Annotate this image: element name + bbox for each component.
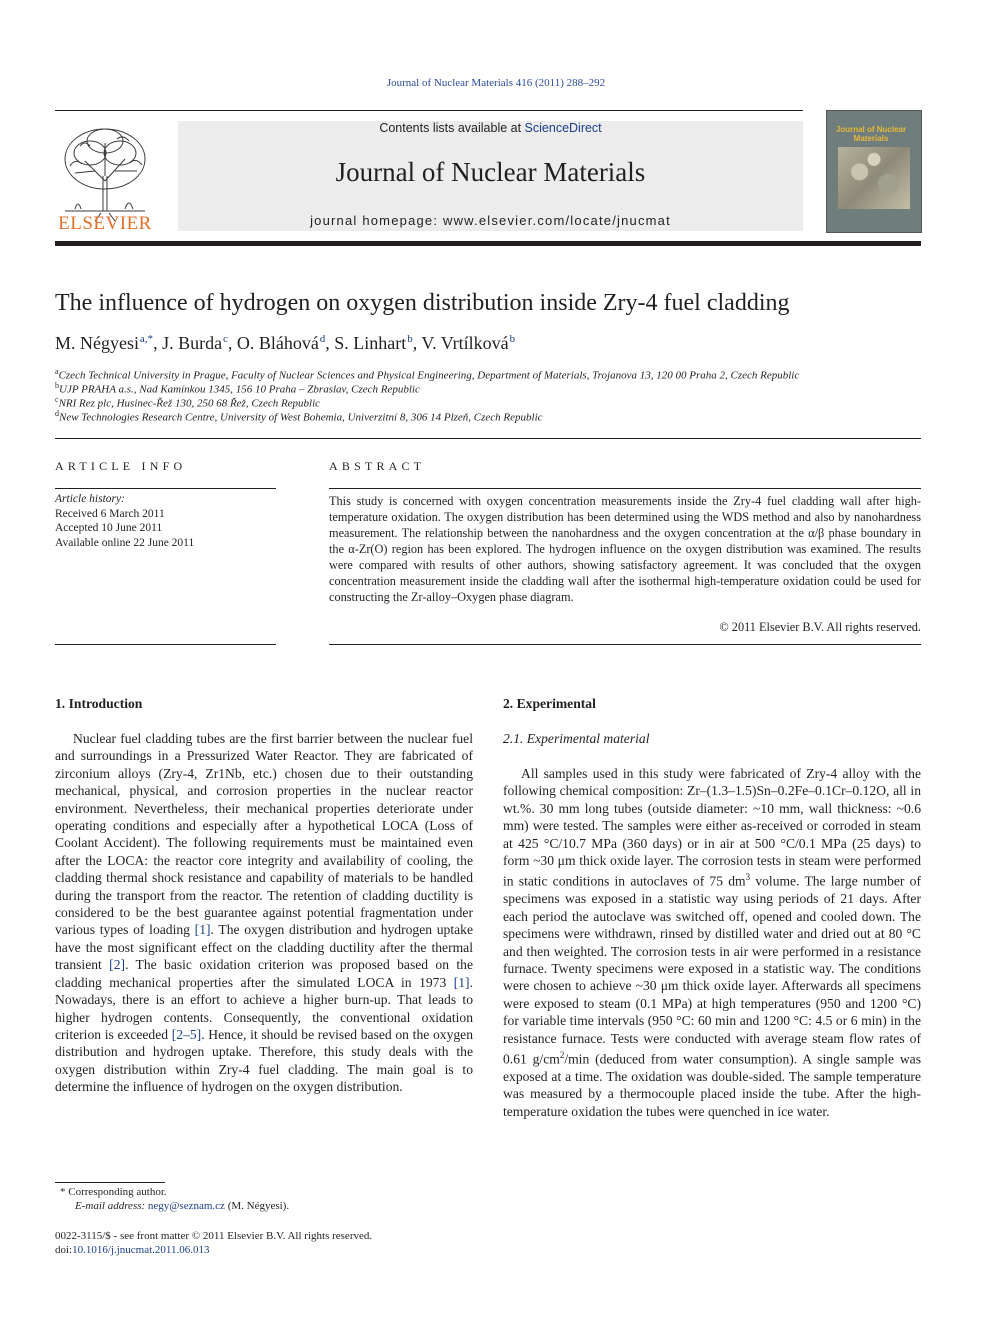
sciencedirect-link[interactable]: ScienceDirect xyxy=(524,121,602,135)
citation-link[interactable]: [2] xyxy=(109,957,126,973)
affiliation-marker: d xyxy=(55,409,59,418)
affiliation-text: New Technologies Research Centre, University of West Bohemia, Univerzitní 8, 306 14 Plzeň, Czech Republic xyxy=(59,411,543,424)
email-note xyxy=(75,1200,289,1212)
affiliation xyxy=(55,381,935,396)
subsection-heading: 2.1. Experimental material xyxy=(503,731,650,746)
affiliation-marker: a xyxy=(55,367,59,376)
abstract-label: ABSTRACT xyxy=(329,459,426,473)
author-affil-link[interactable]: d xyxy=(319,333,326,345)
text-run: . Hence, it should be revised based on the oxygen distribution and hydrogen uptake. Therefore, this study deals with the oxygen distribution within Zry-4 fuel cladding. The main goal is to determine the influence of hydrogen on the oxygen distribution. xyxy=(55,1026,473,1095)
journal-title: Journal of Nuclear Materials xyxy=(335,157,646,187)
header-thick-rule xyxy=(55,241,921,246)
text-run: . The basic oxidation criterion was proposed based on the cladding mechanical properties after the simulated LOCA in 1973 xyxy=(55,957,473,990)
text-run: All samples used in this study were fabricated of Zry-4 alloy with the following chemical composition: Zr–(1.3–1.5)Sn–0.2Fe–0.1Cr–0.12O, all in wt.%. 30 mm long tubes (outside diameter: ~10 mm, wall thickness: ~0.6 mm) were tested. The samples were either as-received or corroded in steam at 425 °C/10.7 MPa (360 days) or in air at 500 °C/0.1 MPa (25 days) to form ~30 μm thick oxide layer. The corrosion tests in steam were performed in static conditions in autoclaves of 75 dm xyxy=(503,766,921,889)
author-name: O. Bláhová xyxy=(236,333,319,353)
paper-title: The influence of hydrogen on oxygen distribution inside Zry-4 fuel cladding xyxy=(55,290,790,316)
author-affil-link[interactable]: c xyxy=(222,333,228,345)
affiliation-text: NRI Rez plc, Husinec-Řež 130, 250 68 Řež, Czech Republic xyxy=(58,397,321,410)
affiliation-text: UJP PRAHA a.s., Nad Kamínkou 1345, 156 10 Praha – Zbraslav, Czech Republic xyxy=(59,383,420,396)
author-name: S. Linhart xyxy=(334,333,407,353)
article-info-rule xyxy=(55,644,276,645)
affiliation xyxy=(55,367,935,382)
corresponding-author-note: * Corresponding author. xyxy=(60,1186,167,1198)
contents-availability xyxy=(178,121,803,135)
text-run: . The oxygen distribution and hydrogen uptake have the most significant effect on the cladding ductility after the thermal transient xyxy=(55,922,473,973)
online-date: Available online 22 June 2011 xyxy=(55,536,195,549)
abstract-text: This study is concerned with oxygen concentration measurements inside the Zry-4 fuel cladding wall after high-temperature oxidation. The oxygen distribution has been determined using the WDS method and also by nanohardness measurement. The relationship between the nanohardness and the oxygen concentration at the α/β phase boundary in the α-Zr(O) region has been explored. The hydrogen influence on the oxygen distribution was examined. The results were compared with results of other authors, showing satisfactory agreement. It was concluded that the oxygen concentration measurement inside the cladding wall after the isothermal high-temperature oxidation could be used for constructing the Zr-alloy–Oxygen phase diagram. xyxy=(329,494,921,604)
introduction-paragraph xyxy=(55,730,473,1096)
cover-image xyxy=(838,147,910,209)
superscript: 3 xyxy=(745,872,751,883)
doi-line xyxy=(55,1244,210,1256)
section-heading-introduction: 1. Introduction xyxy=(55,696,143,711)
doi-label: doi: xyxy=(55,1244,73,1256)
affiliation-marker: b xyxy=(55,381,59,390)
author-affil-link[interactable]: a,* xyxy=(139,333,154,345)
superscript: 2 xyxy=(559,1050,565,1061)
citation-link[interactable]: [1] xyxy=(453,974,470,990)
email-link[interactable]: negy@seznam.cz xyxy=(147,1200,225,1212)
journal-homepage[interactable]: journal homepage: www.elsevier.com/locate/jnucmat xyxy=(310,213,671,228)
history-label: Article history: xyxy=(55,493,125,505)
contents-prefix: Contents lists available at xyxy=(379,121,525,135)
accepted-date: Accepted 10 June 2011 xyxy=(55,522,163,534)
email-owner: (M. Négyesi). xyxy=(224,1200,290,1212)
author-name: M. Négyesi xyxy=(55,333,139,353)
doi-link[interactable]: 10.1016/j.jnucmat.2011.06.013 xyxy=(72,1244,210,1256)
journal-citation[interactable]: Journal of Nuclear Materials 416 (2011) 288–292 xyxy=(386,77,606,89)
text-run: Nuclear fuel cladding tubes are the first barrier between the nuclear fuel and surroundings in a Pressurized Water Reactor. They are fabricated of zirconium alloys (Zry-4, Zr1Nb, etc.) chosen due to their outstanding mechanical, physical, and corrosion properties in the nuclear reactor environment. Nevertheless, their mechanical properties deteriorate under operating conditions and especially after a hypothetical LOCA (Loss of Coolant Accident). The following requirements must be maintained even after the LOCA: the reactor core integrity and availability of cooling, the cladding thermal shock resistance and capability of materials to be handled during the transport from the reactor. The retention of cladding ductility is considered to be the best guarantee against potential fragmentation under various types of loading xyxy=(55,731,473,938)
author-name: V. Vrtílková xyxy=(421,333,509,353)
author-list: M. Négyesi $^{a,*}$, J. Burda $^c$, O. Bláhová $^d$, S. Linhart $^b$, V. Vrtílková $^b$ xyxy=(55,333,516,353)
citation-link[interactable]: [1] xyxy=(194,922,211,938)
section-heading-experimental: 2. Experimental xyxy=(503,696,596,711)
affiliation xyxy=(55,395,935,410)
text-run: volume. The large number of specimens was exposed in a statistic way using periods of 21 days. After each period the autoclave was switched off, opened and cooled down. The specimens were withdrawn, rinsed by distilled water and dried out at 80 °C and then weighted. The corrosion tests in air were performed in a resistance furnace. Twenty specimens were exposed in a statistic way. The conditions were chosen to achieve ~30 μm thick oxide layer. Afterwards all specimens were exposed to steam (0.1 MPa) at high temperatures (950 and 1200 °C) for variable time intervals (950 °C: 60 min and 1200 °C: 4.5 or 6 min) in the resistance furnace. Tests were conducted with average steam flow rates of 0.61 g/cm xyxy=(503,873,921,1067)
affiliation-text: Czech Technical University in Prague, Faculty of Nuclear Sciences and Physical Engineering, Department of Materials, Trojanova 13, 120 00 Praha 2, Czech Republic xyxy=(58,369,800,382)
journal-cover-thumbnail xyxy=(826,110,922,233)
header-rule xyxy=(55,110,803,111)
affiliation xyxy=(55,409,935,424)
experimental-body xyxy=(503,765,921,1120)
abstract-rule xyxy=(329,644,921,645)
abstract-rule xyxy=(329,488,921,489)
article-info-label: ARTICLE INFO xyxy=(55,459,187,473)
affiliation-marker: c xyxy=(55,395,59,404)
received-date: Received 6 March 2011 xyxy=(55,507,165,520)
author-affil-link[interactable]: b xyxy=(407,333,413,345)
section-rule xyxy=(55,438,921,439)
front-matter-notice: 0022-3115/$ - see front matter © 2011 Elsevier B.V. All rights reserved. xyxy=(55,1230,373,1242)
citation-link[interactable]: [2–5] xyxy=(171,1026,202,1042)
footnote-rule xyxy=(55,1182,165,1183)
article-info-rule xyxy=(55,488,276,489)
author-name: J. Burda xyxy=(162,333,223,353)
text-run: . Nowadays, there is an effort to achieve a higher burn-up. That leads to higher hydrogen contents. Consequently, the conventional oxidation criterion is exceeded xyxy=(55,974,473,1042)
text-run: /min (deduced from water consumption). A single sample was exposed at a time. The oxidation was double-sided. The sample temperature was measured by a thermocouple placed inside the tube. After the high-temperature oxidation the tubes were quenched in ice water. xyxy=(503,1051,921,1119)
copyright-notice: © 2011 Elsevier B.V. All rights reserved. xyxy=(719,620,921,634)
cover-title: Journal of Nuclear Materials xyxy=(835,125,907,143)
article-history xyxy=(55,492,276,550)
experimental-paragraph xyxy=(503,765,921,1120)
author-affil-link[interactable]: b xyxy=(509,333,516,345)
email-label: E-mail address: xyxy=(75,1200,148,1212)
introduction-body xyxy=(55,730,473,1096)
elsevier-wordmark: ELSEVIER xyxy=(58,213,152,234)
